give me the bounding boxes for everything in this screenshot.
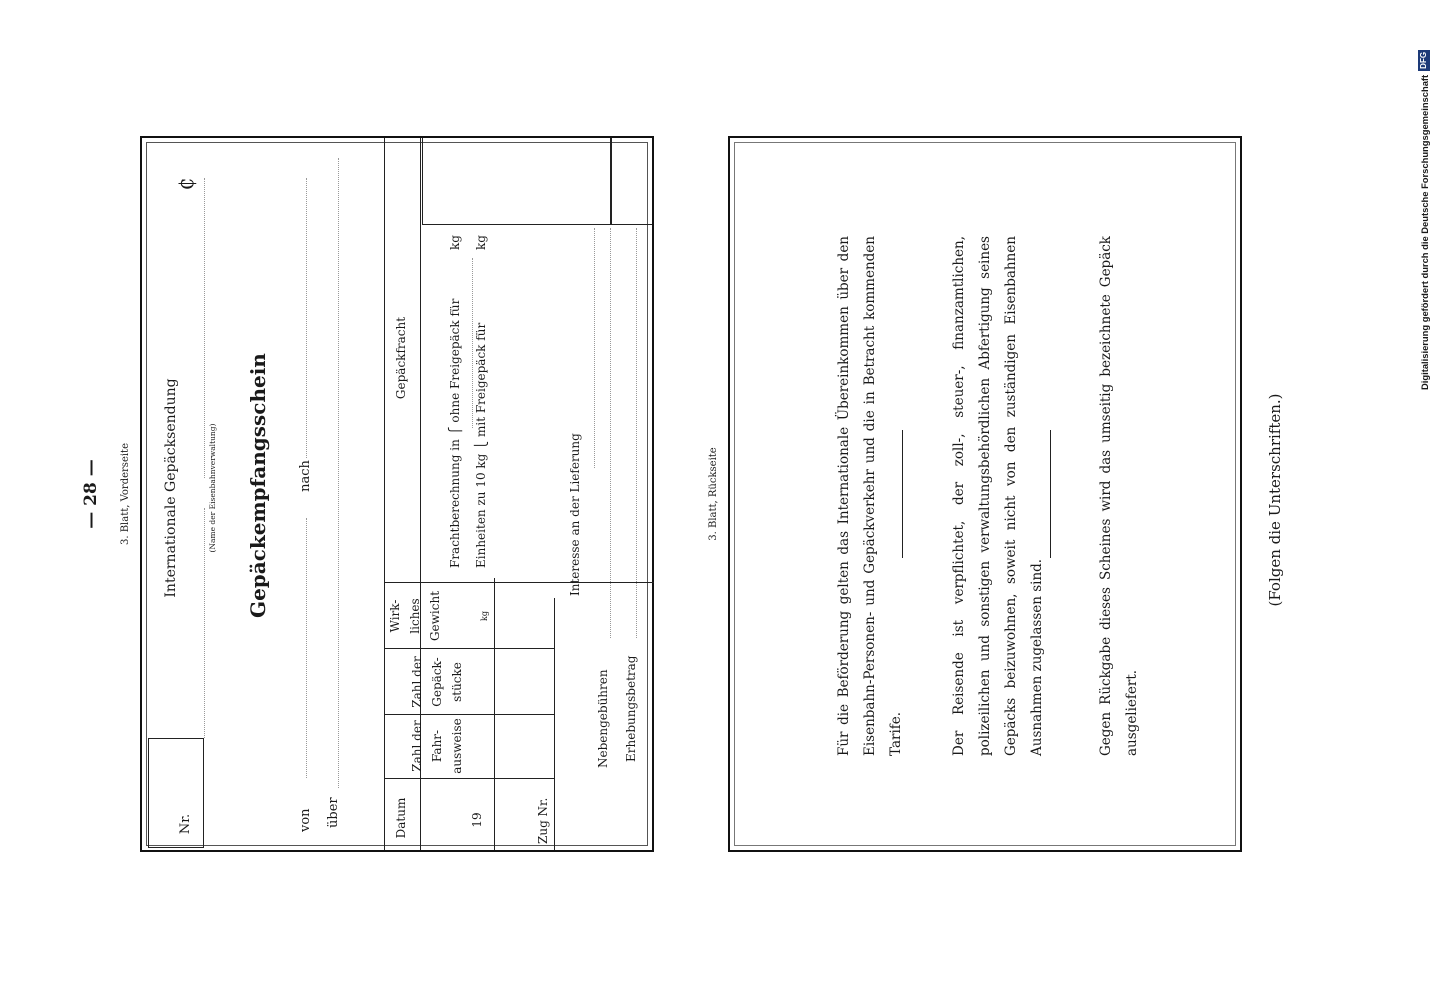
ueber-label: über bbox=[326, 797, 341, 828]
separator-2 bbox=[1050, 430, 1051, 558]
table-interesse-rule bbox=[554, 598, 555, 850]
nebengebuehren-label: Nebengebühren bbox=[596, 669, 610, 768]
fracht-rule bbox=[422, 138, 423, 224]
railway-symbol-icon: ₵ bbox=[174, 177, 198, 191]
zug-label: Zug Nr. bbox=[536, 797, 550, 844]
nebengebuehren-dots bbox=[610, 228, 611, 638]
separator-1 bbox=[902, 430, 903, 558]
nach-line bbox=[306, 178, 307, 458]
ueber-line bbox=[338, 158, 339, 788]
interesse-label: Interesse an der Lieferung bbox=[568, 433, 582, 596]
col-rule-3 bbox=[384, 648, 554, 649]
fracht-total-rule bbox=[610, 138, 612, 224]
delivery-paragraph: Gegen Rückgabe dieses Scheines wird das umseitig bezeichnete Gepäck ausgeliefert. bbox=[1098, 236, 1140, 756]
fracht-unit-1: kg bbox=[448, 235, 462, 250]
dfg-badge: DFG bbox=[1419, 51, 1428, 69]
signatures-footer: (Folgen die Unterschriften.) bbox=[1266, 393, 1284, 607]
nach-label: nach bbox=[298, 460, 313, 492]
credit-text: Digitalisierung gefördert durch die Deutsche Forschungsgemeinschaft bbox=[1418, 74, 1430, 390]
fracht-dotted-1 bbox=[472, 258, 473, 428]
fracht-line-1: Frachtberechnung in ⎧ ohne Freigepäck für bbox=[448, 298, 462, 568]
fracht-unit-2: kg bbox=[474, 235, 488, 250]
fracht-line-2: Einheiten zu 10 kg ⎩ mit Freigepäck für bbox=[474, 322, 488, 568]
nr-box bbox=[148, 738, 204, 848]
von-label: von bbox=[298, 808, 313, 832]
col-rule-5 bbox=[422, 224, 652, 225]
table-top-rule bbox=[384, 138, 385, 850]
form-title-line: Internationale Gepäcksendung bbox=[163, 378, 179, 598]
erhebungsbetrag-dots bbox=[636, 228, 637, 638]
baggage-receipt-back bbox=[728, 136, 1284, 852]
form-heading: Gepäckempfangsschein bbox=[246, 353, 270, 618]
col-gepaeckstuecke: Zahl der Gepäck-stücke bbox=[410, 656, 464, 708]
col-fahrausweise: Zahl der Fahr-ausweise bbox=[410, 718, 464, 774]
railway-name-line bbox=[204, 178, 205, 478]
railway-name-caption: (Name der Eisenbahnverwaltung) bbox=[208, 423, 217, 553]
col-rule-4 bbox=[384, 582, 654, 583]
digitization-credit bbox=[1417, 30, 1431, 390]
col-gewicht: Wirk-liches Gewicht bbox=[388, 590, 442, 642]
gewicht-unit: kg bbox=[480, 611, 489, 621]
nr-label: Nr. bbox=[178, 813, 193, 835]
col-datum: Datum bbox=[394, 797, 408, 839]
page-number: — 28 — bbox=[81, 459, 101, 529]
front-sheet-label: 3. Blatt, Vorderseite bbox=[120, 443, 131, 546]
col-rule-1 bbox=[384, 778, 554, 779]
railway-name-line-2 bbox=[204, 508, 205, 738]
obligations-paragraph: Der Reisende ist verpflichtet, der zoll-, steuer-, finanzamtlichen, polizeilichen und sonstigen verwaltungsbehördlichen Abfertigung seines Gepäcks beizuwohnen, soweit nicht von den zuständigen Eisenbahnen Ausnahmen zugelassen sind. bbox=[951, 236, 1045, 756]
conditions-paragraph: Für die Beförderung gelten das Internationale Übereinkommen über den Eisenbahn-Personen- und Gepäckverkehr und die in Betracht kommenden Tarife. bbox=[836, 236, 904, 756]
interesse-dots bbox=[594, 228, 595, 468]
back-sheet-label: 3. Blatt, Rückseite bbox=[708, 447, 719, 541]
year-prefix: 19 bbox=[470, 812, 484, 828]
fracht-header: Gepäckfracht bbox=[394, 316, 408, 400]
von-line bbox=[306, 518, 307, 778]
baggage-receipt-front bbox=[140, 136, 654, 852]
erhebungsbetrag-label: Erhebungsbetrag bbox=[624, 655, 638, 762]
